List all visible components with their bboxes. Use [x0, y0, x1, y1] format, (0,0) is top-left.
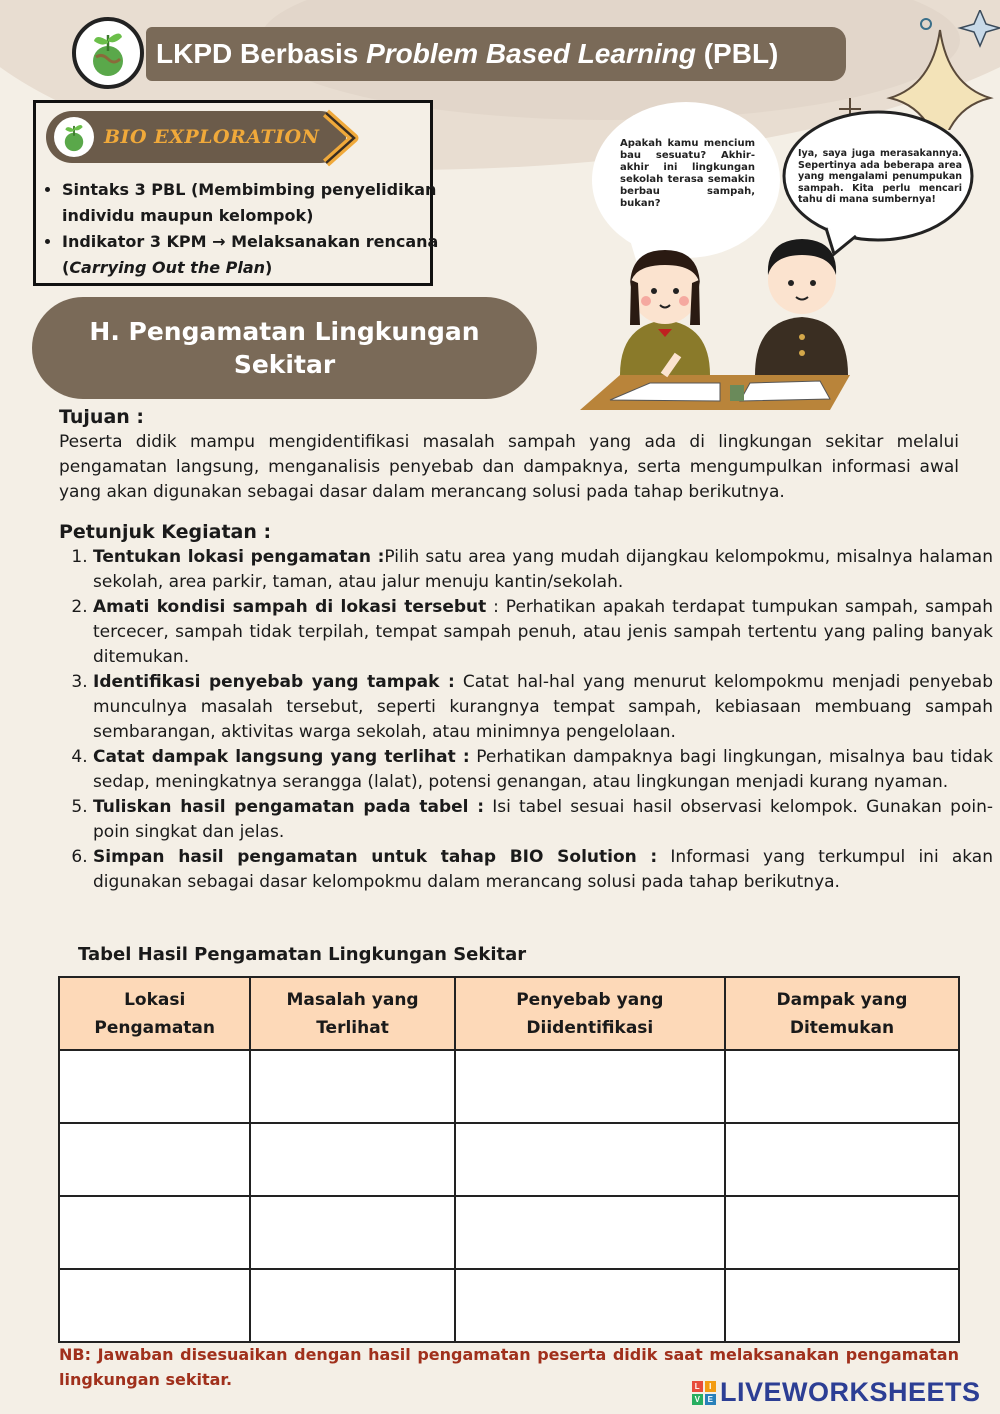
answer-cell[interactable] — [59, 1196, 250, 1269]
petunjuk-heading: Petunjuk Kegiatan : — [59, 521, 272, 543]
note-text: NB: Jawaban disesuaikan dengan hasil pengamatan peserta didik saat melaksanakan pengamatan lingkungan sekitar. — [59, 1345, 959, 1389]
answer-cell[interactable] — [250, 1123, 454, 1196]
answer-cell[interactable] — [250, 1050, 454, 1123]
watermark-text: LIVEWORKSHEETS — [720, 1377, 981, 1407]
table-header-row — [59, 977, 959, 1050]
observation-table — [58, 976, 960, 1343]
answer-cell[interactable] — [455, 1050, 725, 1123]
answer-cell[interactable] — [725, 1196, 959, 1269]
list-item: 3. Identifikasi penyebab yang tampak : Catat hal-hal yang menurut kelompokmu menjadi penyebab munculnya masalah tersebut, seperti kurangnya tempat sampah, kebiasaan membuang sampah sembarangan, aktivitas warga sekolah, atau minimnya pengelolaan. — [93, 670, 993, 745]
answer-cell[interactable] — [250, 1269, 454, 1342]
list-item: • Sintaks 3 PBL (Membimbing penyelidikan individu maupun kelompok) — [62, 177, 454, 229]
column-header: Penyebab yang Diidentifikasi — [455, 977, 725, 1050]
column-header: Lokasi Pengamatan — [59, 977, 250, 1050]
list-item: • Indikator 3 KPM → Melaksanakan rencana (Carrying Out the Plan) — [62, 229, 454, 281]
column-header: Masalah yang Terlihat — [250, 977, 454, 1050]
list-item: 2. Amati kondisi sampah di lokasi tersebut : Perhatikan apakah terdapat tumpukan sampah, sampah tercecer, sampah tidak terpilah, tempat sampah penuh, atau jenis sampah tertentu yang paling banyak ditemukan. — [93, 595, 993, 670]
list-item: 4. Catat dampak langsung yang terlihat : Perhatikan dampaknya bagi lingkungan, misalnya bau tidak sedap, meningkatnya serangga (lalat), potensi genangan, atau lingkungan menjadi kurang nyaman. — [93, 745, 993, 795]
answer-cell[interactable] — [455, 1269, 725, 1342]
tujuan-heading: Tujuan : — [59, 406, 144, 428]
table-row — [59, 1050, 959, 1123]
petunjuk-steps — [59, 545, 993, 895]
answer-cell[interactable] — [725, 1123, 959, 1196]
tujuan-section — [59, 405, 959, 505]
earth-plant-icon — [82, 27, 134, 79]
answer-cell[interactable] — [455, 1196, 725, 1269]
section-heading: H. Pengamatan Lingkungan Sekitar — [32, 297, 537, 399]
column-header: Dampak yang Ditemukan — [725, 977, 959, 1050]
liveworksheets-watermark[interactable] — [692, 1377, 981, 1408]
answer-cell[interactable] — [725, 1269, 959, 1342]
answer-cell[interactable] — [59, 1123, 250, 1196]
header-logo — [72, 17, 144, 89]
chevron-right-icon — [322, 109, 362, 167]
bio-exploration-list — [42, 177, 454, 281]
list-item: 6. Simpan hasil pengamatan untuk tahap BIO Solution : Informasi yang terkumpul ini akan digunakan sebagai dasar kelompokmu dalam merancang solusi pada tahap berikutnya. — [93, 845, 993, 895]
badge-label: BIO EXPLORATION — [104, 126, 320, 148]
answer-cell[interactable] — [59, 1050, 250, 1123]
table-row — [59, 1123, 959, 1196]
list-item: 5. Tuliskan hasil pengamatan pada tabel : Isi tabel sesuai hasil observasi kelompok. Gunakan poin-poin singkat dan jelas. — [93, 795, 993, 845]
earth-plant-icon — [58, 121, 90, 153]
badge-logo — [54, 117, 94, 157]
answer-cell[interactable] — [59, 1269, 250, 1342]
list-item: 1. Tentukan lokasi pengamatan :Pilih satu area yang mudah dijangkau kelompokmu, misalnya halaman sekolah, area parkir, taman, atau jalur menuju kantin/sekolah. — [93, 545, 993, 595]
students-illustration — [580, 225, 850, 415]
header-title-bar — [146, 27, 846, 81]
answer-cell[interactable] — [725, 1050, 959, 1123]
answer-cell[interactable] — [250, 1196, 454, 1269]
liveworksheets-logo-icon: L I V E — [692, 1381, 716, 1405]
table-row — [59, 1269, 959, 1342]
table-row — [59, 1196, 959, 1269]
tujuan-text: Peserta didik mampu mengidentifikasi masalah sampah yang ada di lingkungan sekitar melalui pengamatan langsung, menganalisis penyebab dan dampaknya, serta mengumpulkan informasi awal yang akan digunakan sebagai dasar dalam merancang solusi pada tahap berikutnya. — [59, 432, 959, 502]
speech-bubble-student-1: Apakah kamu mencium bau sesuatu? Akhir-akhir ini lingkungan sekolah terasa semakin berbau sampah, bukan? — [620, 138, 755, 209]
bio-exploration-box — [33, 100, 439, 286]
page-title: LKPD Berbasis Problem Based Learning (PBL) — [156, 38, 779, 69]
table-title: Tabel Hasil Pengamatan Lingkungan Sekitar — [78, 944, 527, 965]
bio-exploration-badge — [46, 111, 346, 163]
speech-bubble-student-2: Iya, saya juga merasakannya. Sepertinya ada beberapa area yang mengalami penumpukan sampah. Kita perlu mencari tahu di mana sumbernya! — [798, 148, 962, 205]
answer-cell[interactable] — [455, 1123, 725, 1196]
